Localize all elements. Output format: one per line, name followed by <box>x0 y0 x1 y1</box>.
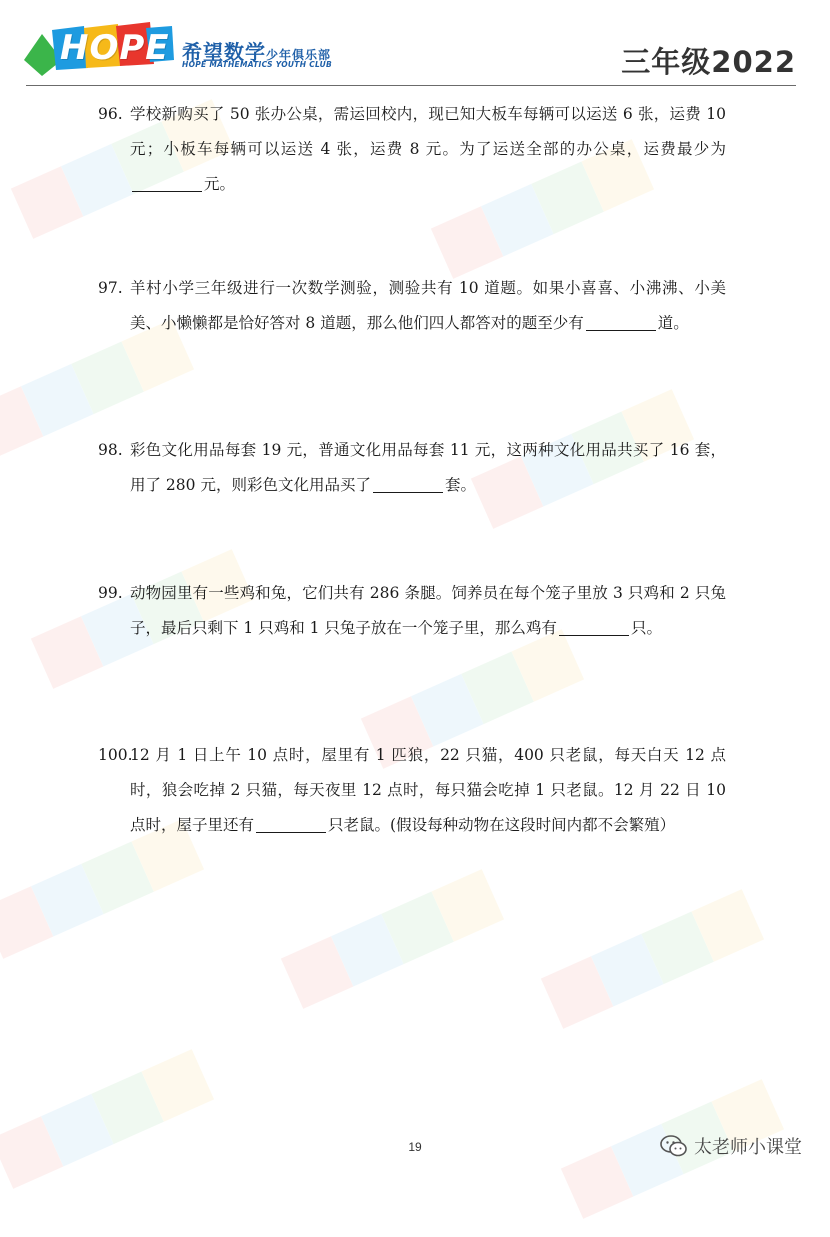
question-text: 彩色文化用品每套 19 元，普通文化用品每套 11 元，这两种文化用品共买了 16 套，用了 280 元，则彩色文化用品买了 套。 <box>130 441 726 494</box>
logo-cn-main: 希望数学 <box>182 40 266 64</box>
footer-brand-text: 太老师小课堂 <box>694 1137 802 1158</box>
question-98 <box>98 433 726 503</box>
question-100 <box>98 738 726 843</box>
answer-blank[interactable] <box>256 814 326 833</box>
page-header <box>0 0 830 90</box>
question-number: 96. <box>98 105 123 123</box>
question-text: 羊村小学三年级进行一次数学测验，测验共有 10 道题。如果小喜喜、小沸沸、小美美、小懒懒都是恰好答对 8 道题，那么他们四人都答对的题至少有 道。 <box>130 279 726 332</box>
answer-blank[interactable] <box>132 173 202 192</box>
logo-hope-text: HOPE <box>60 28 170 68</box>
wechat-icon <box>660 1135 688 1157</box>
question-text: 学校新购买了 50 张办公桌，需运回校内，现已知大板车每辆可以运送 6 张，运费 10 元；小板车每辆可以运送 4 张，运费 8 元。为了运送全部的办公桌，运费最少为元。 <box>130 105 726 193</box>
question-text: 动物园里有一些鸡和兔，它们共有 286 条腿。饲养员在每个笼子里放 3 只鸡和 2 只兔子，最后只剩下 1 只鸡和 1 只兔子放在一个笼子里，那么鸡有 只。 <box>130 584 726 637</box>
question-96 <box>98 97 726 202</box>
grade-title: 三年级2022 <box>621 45 796 79</box>
question-number: 97. <box>98 279 123 297</box>
hope-watermark <box>275 823 586 1027</box>
question-99 <box>98 576 726 646</box>
question-number: 98. <box>98 441 123 459</box>
footer-brand <box>660 1133 802 1159</box>
question-97 <box>98 271 726 341</box>
hope-watermark <box>535 843 830 1047</box>
logo-cn-sub: 少年俱乐部 <box>266 48 332 62</box>
question-number: 99. <box>98 584 123 602</box>
question-number: 100. <box>98 746 133 764</box>
logo-english-name: HOPE MATHEMATICS YOUTH CLUB <box>182 60 333 69</box>
hope-watermark <box>0 1003 295 1207</box>
header-divider <box>26 85 796 86</box>
answer-blank[interactable] <box>559 617 629 636</box>
question-text: 12 月 1 日上午 10 点时，屋里有 1 匹狼，22 只猫，400 只老鼠，每天白天 12 点时，狼会吃掉 2 只猫，每天夜里 12 点时，每只猫会吃掉 1 只老鼠。12 月 22 日 10 点时，屋子里还有 只老鼠。(假设每种动物在这段时间内都不会繁殖） <box>130 746 726 834</box>
answer-blank[interactable] <box>586 312 656 331</box>
page-number: 19 <box>408 1140 422 1154</box>
answer-blank[interactable] <box>373 474 443 493</box>
hope-logo <box>22 20 333 80</box>
